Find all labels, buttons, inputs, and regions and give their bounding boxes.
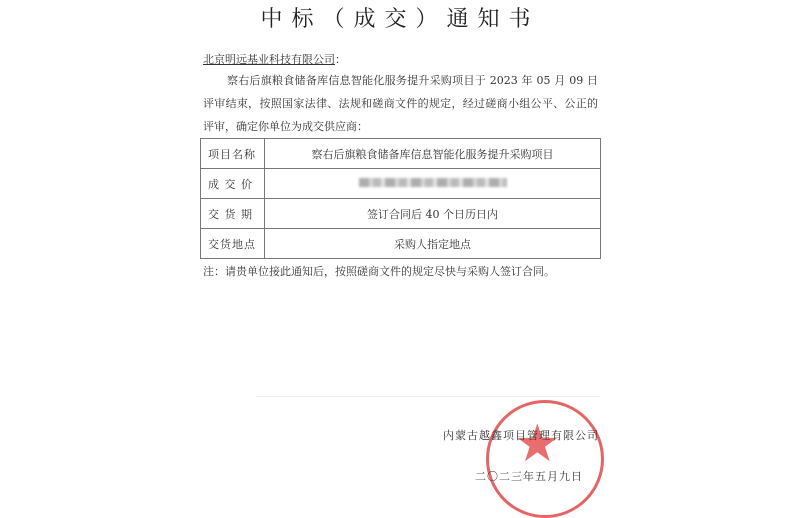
table-row [201,229,601,259]
row-value: 察右后旗粮食储备库信息智能化服务提升采购项目 [265,139,601,169]
note: 注：请贵单位接此通知后，按照磋商文件的规定尽快与采购人签订合同。 [203,265,555,278]
addressee-name: 北京明远基业科技有限公司 [203,53,335,66]
table-row [201,199,601,229]
body-paragraph: 察右后旗粮食储备库信息智能化服务提升采购项目于 2023 年 05 月 09 日评审结束，按照国家法律、法规和磋商文件的规定，经过磋商小组公平、公正的评审，确定你单位为成交供应商： [203,74,598,133]
table-row [201,139,601,169]
table-row [201,169,601,199]
award-table [200,138,601,259]
addressee-suffix: ： [335,53,346,66]
row-value: 采购人指定地点 [265,229,601,259]
row-value-redacted [265,169,601,199]
addressee [203,51,346,67]
star-icon: ★ [514,414,561,474]
divider [255,396,600,397]
row-label: 成 交 价 [201,169,265,199]
row-label: 项目名称 [201,139,265,169]
row-label: 交 货 期 [201,199,265,229]
issuer-name: 内蒙古越鑫项目管理有限公司 [443,429,599,442]
row-value: 签订合同后 40 个日历日内 [265,199,601,229]
issue-date: 二〇二三年五月九日 [475,470,583,483]
redaction-blur [359,178,507,187]
row-label: 交货地点 [201,229,265,259]
page-title: 中标（成交）通知书 [260,7,540,32]
